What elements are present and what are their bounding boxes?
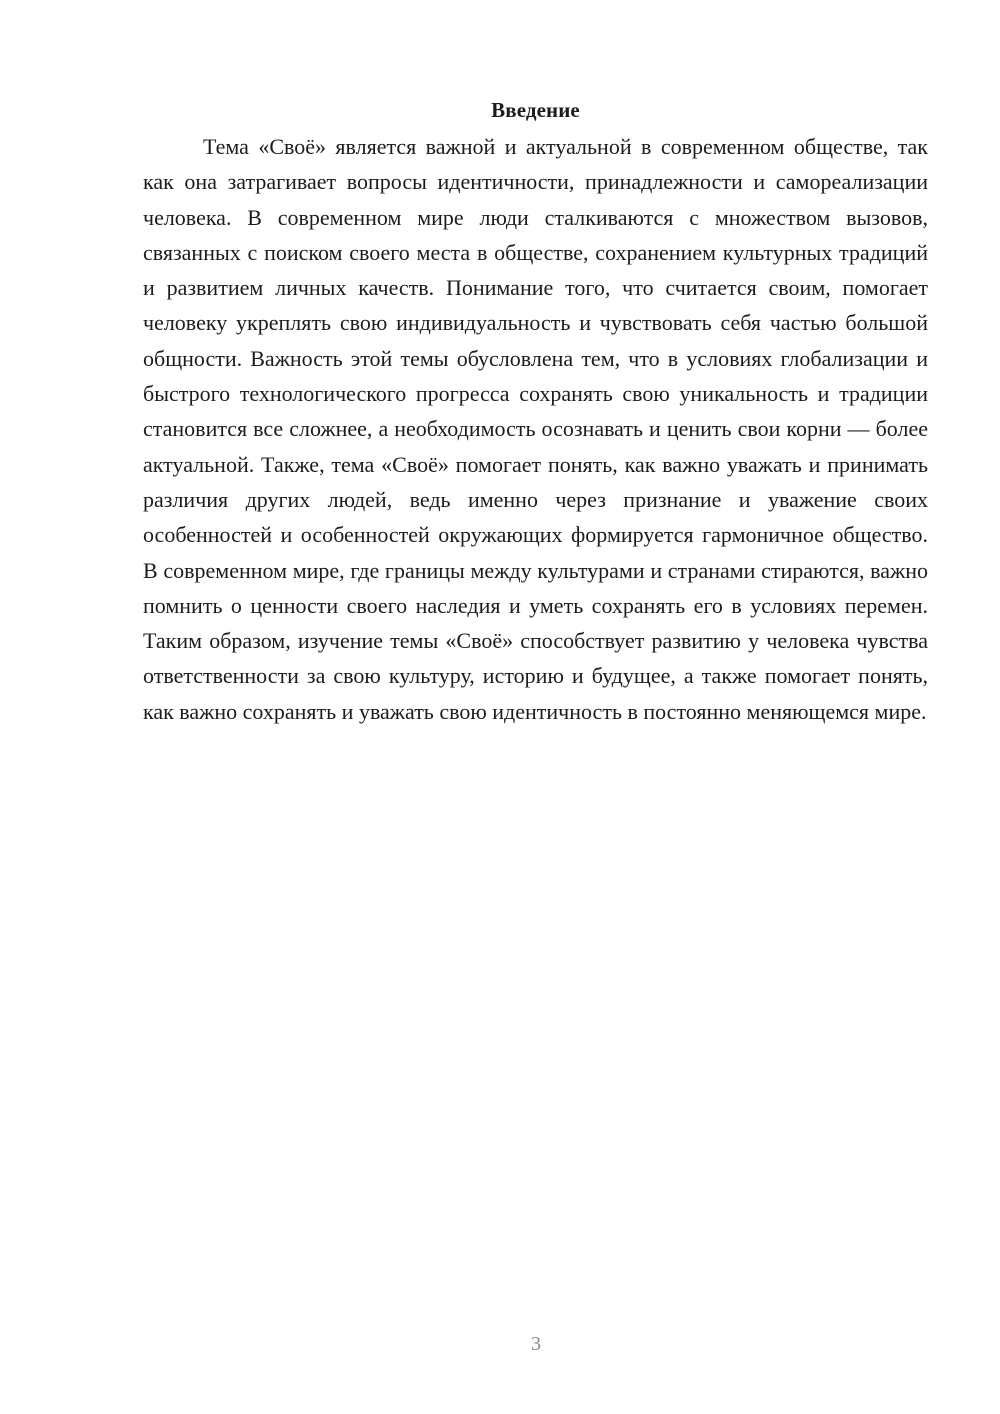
section-heading: Введение: [491, 98, 580, 122]
page-content: [143, 95, 928, 729]
page-number: 3: [531, 1333, 541, 1355]
body-paragraph: Тема «Своё» является важной и актуальной в современном обществе, так как она затрагивает вопросы идентичности, принадлежности и самореализации человека. В современном мире люди сталкиваются с множеством вызовов, связанных с поиском своего места в обществе, сохранением культурных традиций и развитием личных качеств. Понимание того, что считается своим, помогает человеку укреплять свою индивидуальность и чувствовать себя частью большой общности. Важность этой темы обусловлена тем, что в условиях глобализации и быстрого технологического прогресса сохранять свою уникальность и традиции становится все сложнее, а необходимость осознавать и ценить свои корни — более актуальной. Также, тема «Своё» помогает понять, как важно уважать и принимать различия других людей, ведь именно через признание и уважение своих особенностей и особенностей окружающих формируется гармоничное общество. В современном мире, где границы между культурами и странами стираются, важно помнить о ценности своего наследия и уметь сохранять его в условиях перемен. Таким образом, изучение темы «Своё» способствует развитию у человека чувства ответственности за свою культуру, историю и будущее, а также помогает понять, как важно сохранять и уважать свою идентичность в постоянно меняющемся мире.: [143, 134, 928, 724]
